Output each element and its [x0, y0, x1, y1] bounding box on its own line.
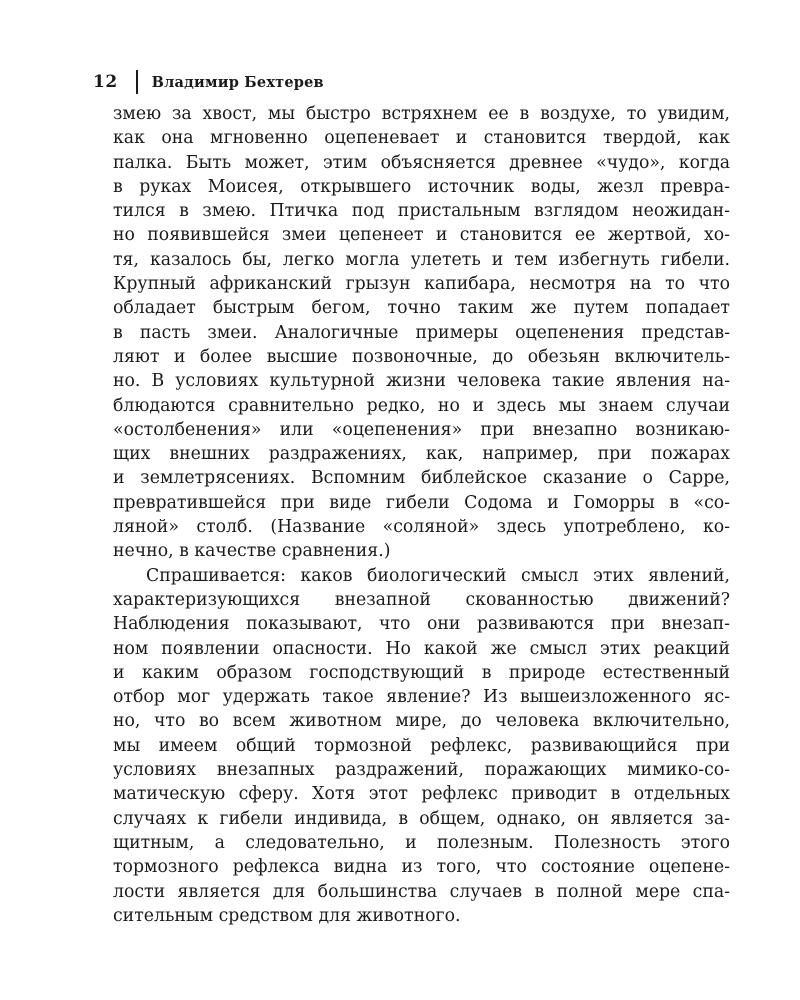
text-line: обладает быстрым бегом, точно таким же путем попадает: [113, 298, 730, 319]
text-line: сительным средством для животного.: [113, 905, 461, 926]
text-line: в пасть змеи. Аналогичные примеры оцепенения представ-: [113, 322, 730, 343]
text-line: тя, казалось бы, легко могла улететь и тем избегнуть гибели.: [113, 249, 730, 270]
page-header: [93, 70, 324, 94]
text-line: ляют и более высшие позвоночные, до обезьян включитель-: [113, 346, 730, 367]
text-line: но, что во всем животном мире, до человека включительно,: [113, 711, 730, 732]
text-line: Наблюдения показывают, что они развиваются при внезап-: [113, 614, 730, 635]
running-title: Владимир Бехтерев: [151, 73, 324, 91]
text-line: условиях внезапных раздражений, поражающих мимико-со-: [113, 760, 730, 781]
text-line: ляной» столб. (Название «соляной» здесь употреблено, ко-: [113, 517, 730, 538]
text-line: тормозного рефлекса видна из того, что состояние оцепене-: [113, 857, 730, 878]
text-line: Крупный африканский грызун капибара, несмотря на то что: [113, 274, 730, 295]
text-line: щих внешних раздражениях, как, например, при пожарах: [113, 444, 730, 465]
text-line: «остолбенения» или «оцепенения» при внезапно возникаю-: [113, 419, 730, 440]
text-line: змею за хвост, мы быстро встряхнем ее в воздухе, то увидим,: [113, 104, 730, 124]
page-number: 12: [93, 72, 118, 92]
text-line: характеризующихся внезапной скованностью движений?: [113, 589, 730, 610]
paragraph-start-line: Спрашивается: каков биологический смысл этих явлений,: [146, 565, 730, 586]
text-line: превратившейся при виде гибели Содома и Гоморры в «со-: [113, 492, 730, 513]
text-line: нечно, в качестве сравнения.): [113, 541, 391, 562]
text-line: и каким образом господствующий в природе естественный: [113, 662, 730, 683]
text-line: тился в змею. Птичка под пристальным взглядом неожидан-: [113, 201, 730, 222]
text-line: щитным, а следовательно, и полезным. Полезность этого: [113, 832, 730, 853]
text-line: лости является для большинства случаев в полной мере спа-: [113, 881, 730, 902]
text-line: матическую сферу. Хотя этот рефлекс приводит в отдельных: [113, 784, 730, 805]
header-divider: [136, 70, 138, 94]
text-line: как она мгновенно оцепеневает и становится твердой, как: [113, 128, 730, 149]
text-line: ном появлении опасности. Но какой же смысл этих реакций: [113, 638, 730, 659]
text-line: но появившейся змеи цепенеет и становится ее жертвой, хо-: [113, 225, 730, 246]
text-line: и землетрясениях. Вспомним библейское сказание о Сарре,: [113, 468, 730, 489]
text-line: в руках Моисея, открывшего источник воды, жезл превра-: [113, 176, 730, 197]
text-line: отбор мог удержать такое явление? Из вышеизложенного яс-: [113, 687, 730, 708]
text-line: но. В условиях культурной жизни человека такие явления на-: [113, 371, 730, 392]
text-line: палка. Быть может, этим объясняется древнее «чудо», когда: [113, 152, 730, 173]
body-text: [113, 102, 730, 928]
text-line: мы имеем общий тормозной рефлекс, развивающийся при: [113, 735, 730, 756]
text-line: случаях к гибели индивида, в общем, однако, он является за-: [113, 808, 730, 829]
text-line: блюдаются сравнительно редко, но и здесь мы знаем случаи: [113, 395, 730, 416]
